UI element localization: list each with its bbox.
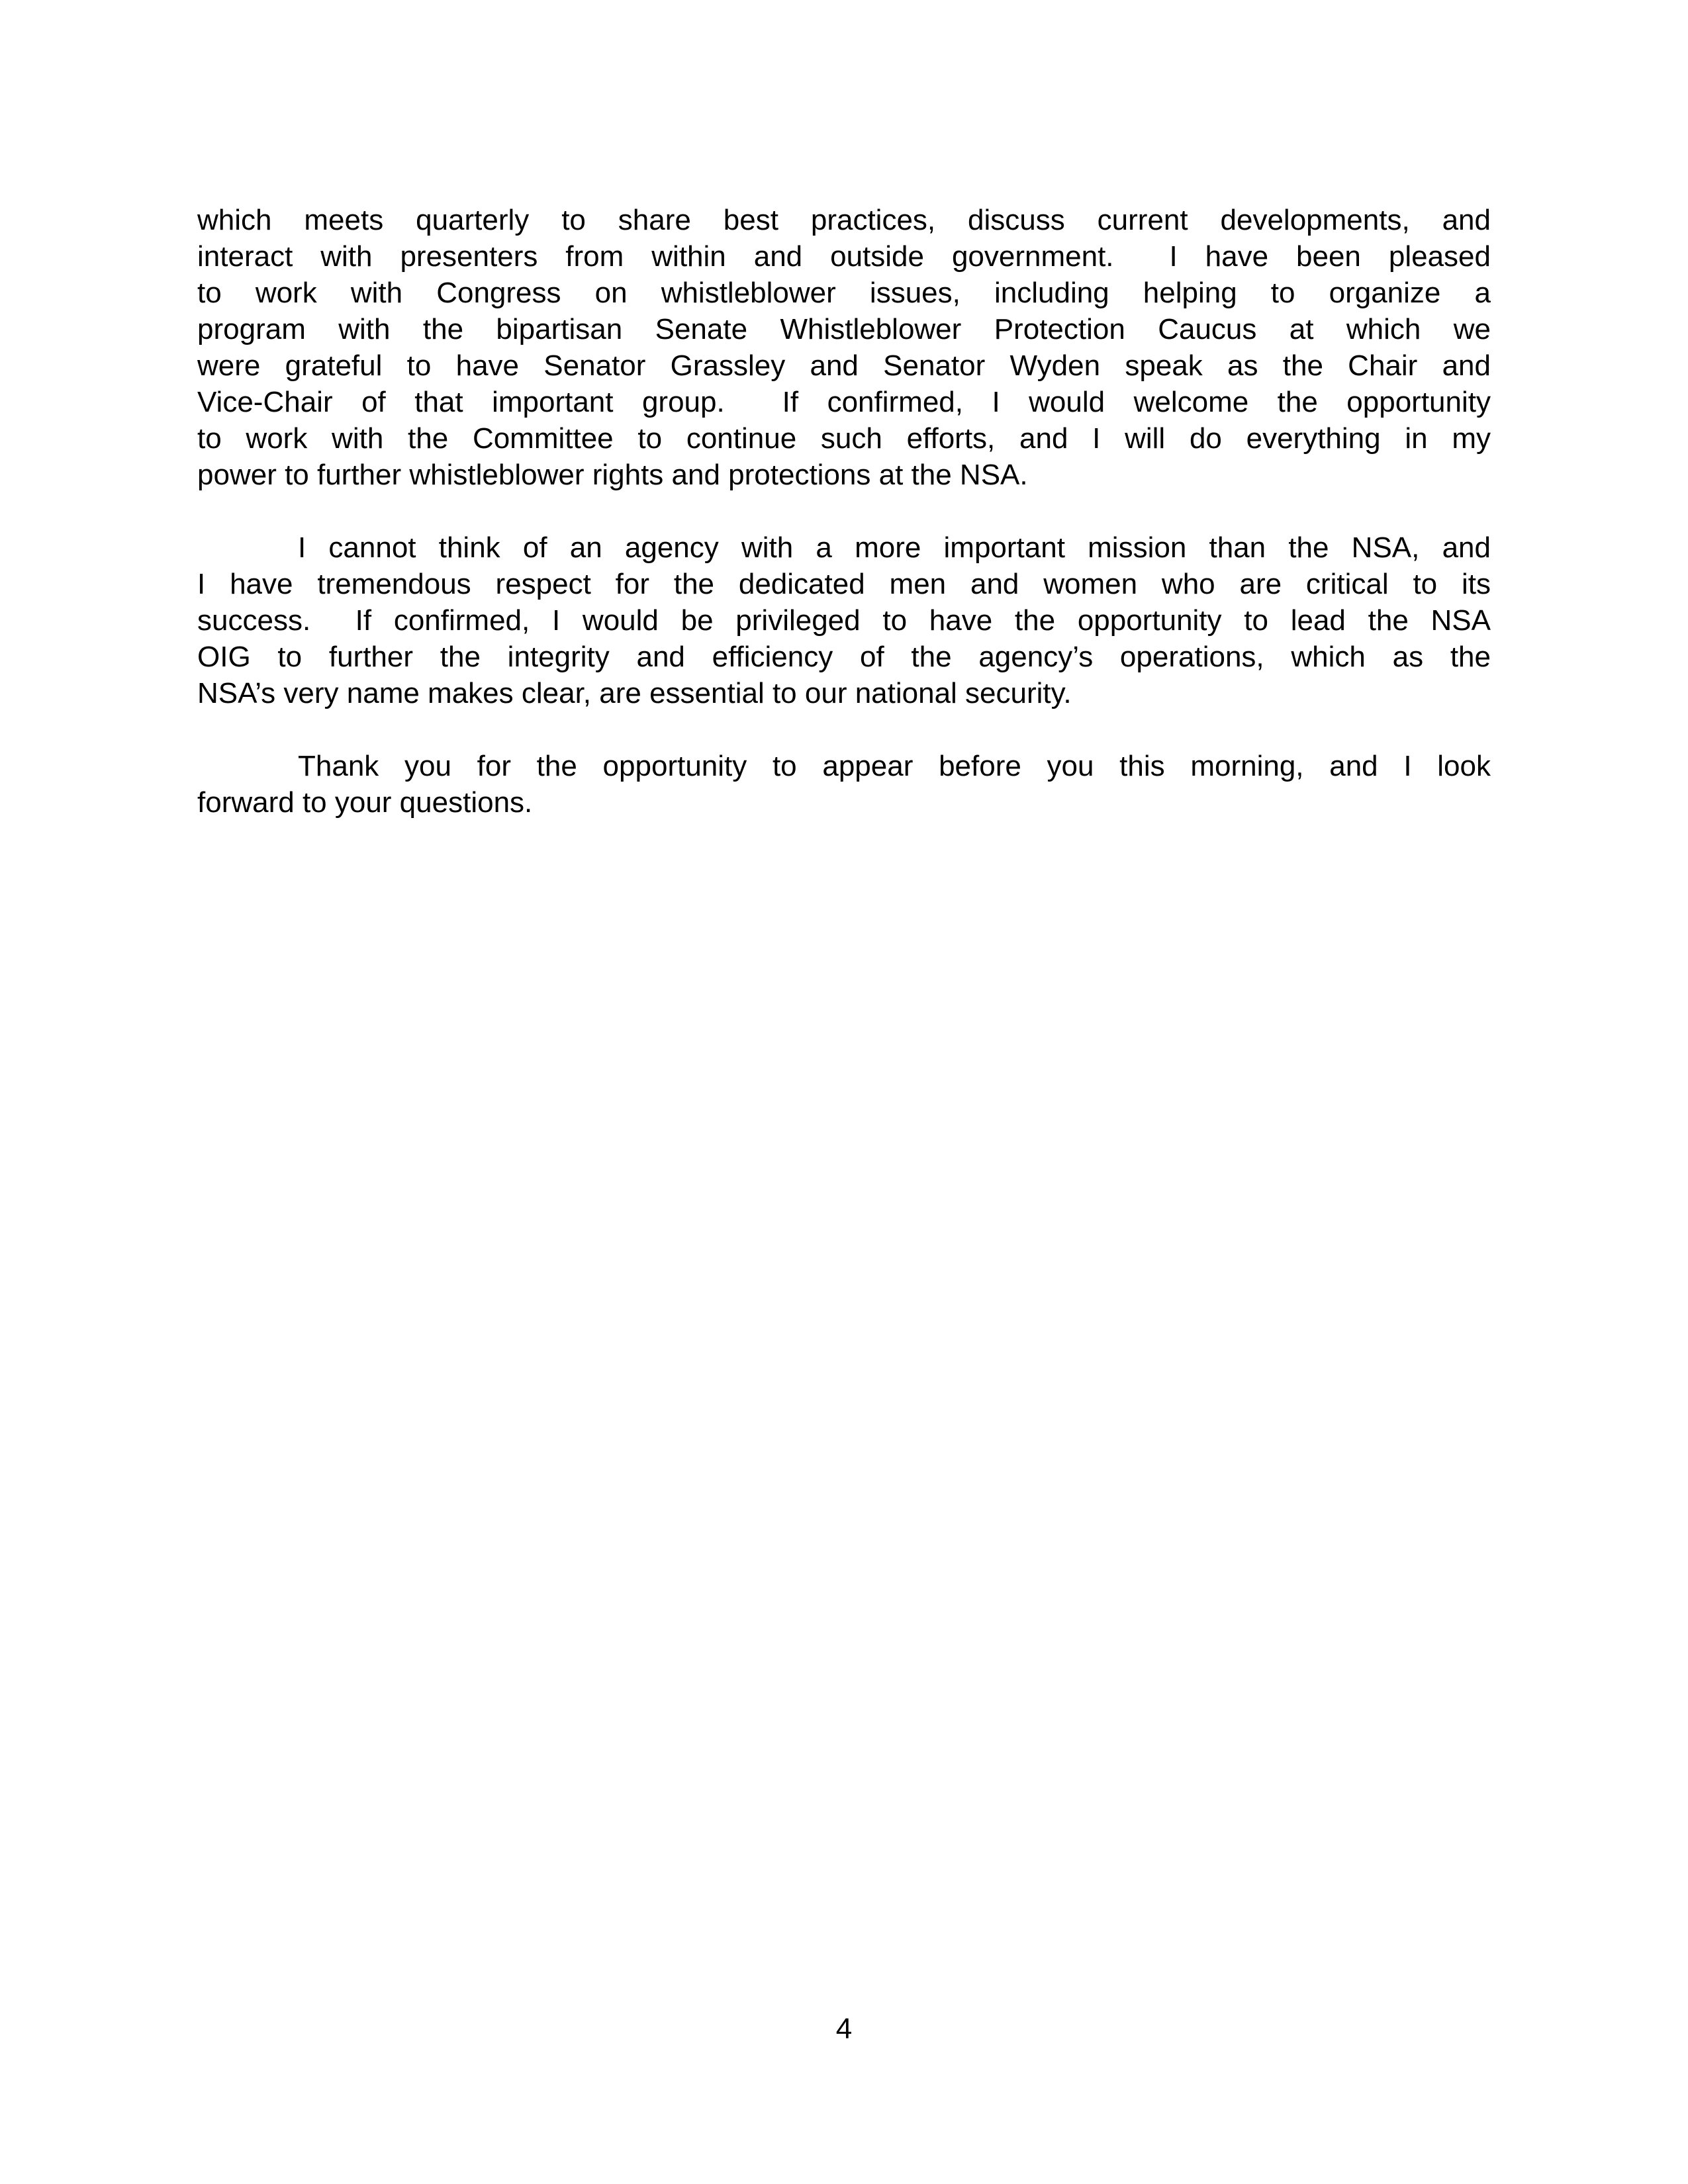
text-line: Vice-Chair of that important group. If confirmed, I would welcome the opportunity <box>197 386 1491 418</box>
text-line: program with the bipartisan Senate Whistleblower Protection Caucus at which we <box>197 313 1491 345</box>
text-line: power to further whistleblower rights and protections at the NSA. <box>197 459 1028 491</box>
text-line: which meets quarterly to share best practices, discuss current developments, and <box>197 204 1491 236</box>
paragraph <box>197 529 1491 711</box>
text-line: Thank you for the opportunity to appear before you this morning, and I look <box>298 750 1491 782</box>
text-line: OIG to further the integrity and efficiency of the agency’s operations, which as the <box>197 641 1491 673</box>
page-number: 4 <box>835 2013 853 2045</box>
text-line: were grateful to have Senator Grassley and Senator Wyden speak as the Chair and <box>197 349 1491 382</box>
text-line: success. If confirmed, I would be privileged to have the opportunity to lead the NSA <box>197 604 1491 637</box>
text-line: NSA’s very name makes clear, are essential to our national security. <box>197 677 1072 709</box>
text-line: forward to your questions. <box>197 786 533 819</box>
text-line: I have tremendous respect for the dedicated men and women who are critical to its <box>197 568 1491 600</box>
paragraph <box>197 202 1491 493</box>
text-line: I cannot think of an agency with a more important mission than the NSA, and <box>298 531 1491 564</box>
text-line: interact with presenters from within and outside government. I have been pleased <box>197 240 1491 273</box>
text-line: to work with the Committee to continue such efforts, and I will do everything in my <box>197 422 1491 455</box>
paragraph <box>197 748 1491 821</box>
text-line: to work with Congress on whistleblower issues, including helping to organize a <box>197 277 1491 309</box>
document-body <box>197 202 1491 857</box>
